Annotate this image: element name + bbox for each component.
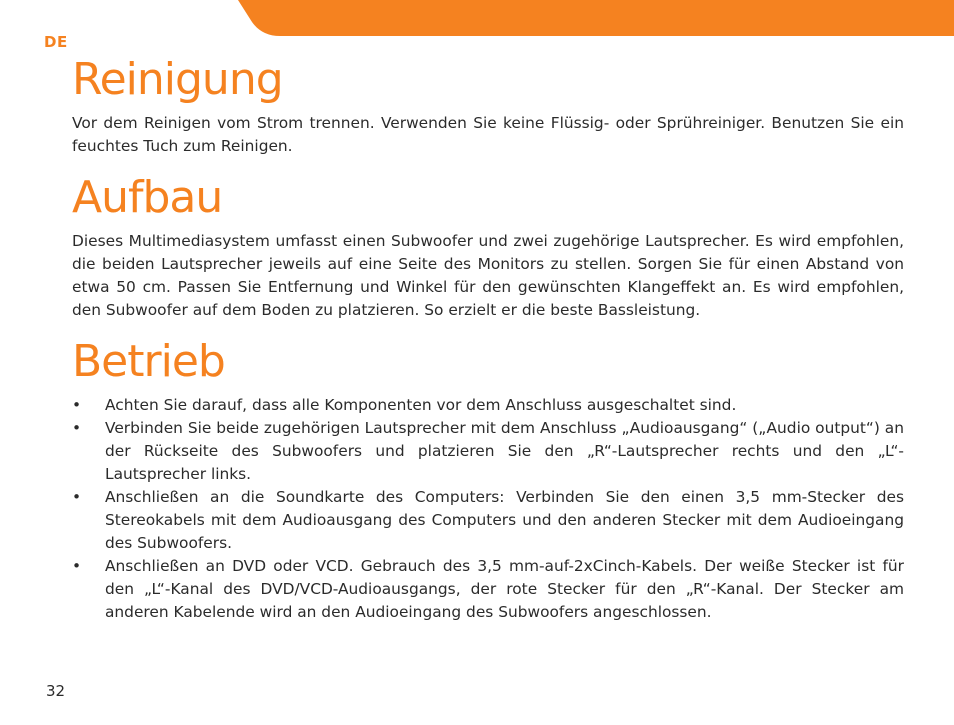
- list-item: [72, 486, 904, 555]
- section-title-cleaning: Reinigung: [72, 54, 283, 105]
- section-operation: [72, 336, 904, 624]
- header-accent-bar: [0, 0, 954, 36]
- section-text-setup: Dieses Multimediasystem umfasst einen Subwoofer und zwei zugehörige Lautsprecher. Es wird empfohlen, die beiden Lautsprecher jeweils auf eine Seite des Monitors zu stellen. Sorgen Sie für einen Abstand von etwa 50 cm. Passen Sie Entfernung und Winkel für den gewünschten Klangeffekt an. Es wird empfohlen, den Subwoofer auf dem Boden zu platzieren. So erzielt er die beste Bassleistung.: [72, 232, 904, 319]
- page-number: 32: [46, 682, 66, 700]
- section-setup: [72, 172, 904, 322]
- section-title-operation: Betrieb: [72, 336, 225, 387]
- list-item: [72, 417, 904, 486]
- language-tag: DE: [44, 33, 68, 51]
- bullet-icon: •: [72, 419, 82, 437]
- list-item-text: Verbinden Sie beide zugehörigen Lautsprecher mit dem Anschluss „Audioausgang“ („Audio output“) an der Rückseite des Subwoofers und platzieren Sie den „R“-Lautsprecher rechts und den „L“-Lautsprecher links.: [105, 419, 904, 483]
- list-item-text: Achten Sie darauf, dass alle Komponenten vor dem Anschluss ausgeschaltet sind.: [105, 396, 737, 414]
- list-item: [72, 555, 904, 624]
- operation-list: [72, 394, 904, 624]
- section-cleaning: [72, 54, 904, 158]
- bullet-icon: •: [72, 396, 82, 414]
- header-accent-shape: [0, 0, 954, 36]
- section-text-cleaning: Vor dem Reinigen vom Strom trennen. Verwenden Sie keine Flüssig- oder Sprühreiniger. Benutzen Sie ein feuchtes Tuch zum Reinigen.: [72, 114, 904, 155]
- document-content: [72, 50, 904, 624]
- list-item-text: Anschließen an DVD oder VCD. Gebrauch des 3,5 mm-auf-2xCinch-Kabels. Der weiße Stecker ist für den „L“-Kanal des DVD/VCD-Audioausgangs, der rote Stecker für den „R“-Kanal. Der Stecker am anderen Kabelende wird an den Audioeingang des Subwoofers angeschlossen.: [105, 557, 904, 621]
- bullet-icon: •: [72, 488, 82, 506]
- bullet-icon: •: [72, 557, 82, 575]
- list-item: [72, 394, 904, 417]
- section-title-setup: Aufbau: [72, 172, 223, 223]
- list-item-text: Anschließen an die Soundkarte des Computers: Verbinden Sie den einen 3,5 mm-Stecker des Stereokabels mit dem Audioausgang des Computers und den anderen Stecker mit dem Audioeingang des Subwoofers.: [105, 488, 904, 552]
